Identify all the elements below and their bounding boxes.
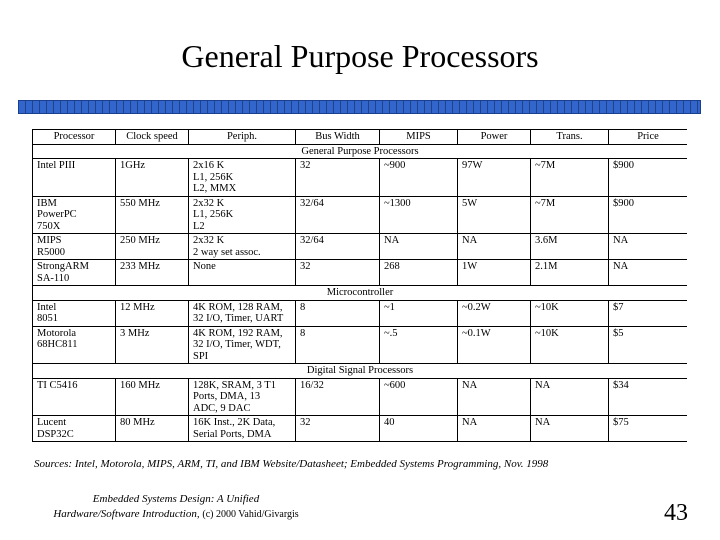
footer-line-2	[26, 507, 326, 522]
column-header: MIPS	[380, 130, 458, 145]
table-header-row	[33, 130, 688, 145]
section-header-row	[33, 286, 688, 301]
table-cell: 40	[380, 416, 458, 442]
table-cell: ~7M	[531, 159, 609, 197]
table-cell: $5	[609, 326, 688, 364]
table-cell: 16K Inst., 2K Data, Serial Ports, DMA	[189, 416, 296, 442]
table-cell: 80 MHz	[116, 416, 189, 442]
table-cell: 4K ROM, 192 RAM, 32 I/O, Timer, WDT, SPI	[189, 326, 296, 364]
table-cell: IBM PowerPC 750X	[33, 196, 116, 234]
table-cell: 1GHz	[116, 159, 189, 197]
table-cell: NA	[458, 378, 531, 416]
table-row	[33, 378, 688, 416]
table-cell: Intel PIII	[33, 159, 116, 197]
table-cell: 3 MHz	[116, 326, 189, 364]
footer-credit	[26, 492, 326, 522]
table-cell: NA	[609, 234, 688, 260]
table-body	[33, 144, 688, 442]
table-cell: 160 MHz	[116, 378, 189, 416]
table-cell: ~900	[380, 159, 458, 197]
footer-line-1: Embedded Systems Design: A Unified	[92, 493, 260, 505]
section-header-row	[33, 144, 688, 159]
column-header: Clock speed	[116, 130, 189, 145]
table-cell: $34	[609, 378, 688, 416]
sources-note: Sources: Intel, Motorola, MIPS, ARM, TI, and IBM Website/Datasheet; Embedded Systems Programming, Nov. 1998	[34, 458, 549, 470]
table-cell: 3.6M	[531, 234, 609, 260]
table-cell: ~.5	[380, 326, 458, 364]
table-cell: $7	[609, 300, 688, 326]
table-cell: Motorola 68HC811	[33, 326, 116, 364]
table-cell: ~10K	[531, 326, 609, 364]
processor-comparison-table	[32, 129, 687, 442]
table-cell: NA	[458, 416, 531, 442]
table-cell: Intel 8051	[33, 300, 116, 326]
footer-copyright: (c) 2000 Vahid/Givargis	[202, 509, 299, 520]
table-cell: None	[189, 260, 296, 286]
table-cell: 550 MHz	[116, 196, 189, 234]
slide-title: General Purpose Processors	[181, 38, 539, 74]
column-header: Price	[609, 130, 688, 145]
page-number: 43	[664, 500, 688, 526]
table-row	[33, 416, 688, 442]
table-cell: $75	[609, 416, 688, 442]
table-cell: NA	[531, 378, 609, 416]
section-header-row	[33, 364, 688, 379]
table-row	[33, 260, 688, 286]
table-cell: 32/64	[296, 234, 380, 260]
table-cell: 32	[296, 416, 380, 442]
table-cell: 2x16 K L1, 256K L2, MMX	[189, 159, 296, 197]
table-cell: 2x32 K L1, 256K L2	[189, 196, 296, 234]
table-cell: 8	[296, 326, 380, 364]
table-cell: ~10K	[531, 300, 609, 326]
table-cell: 268	[380, 260, 458, 286]
table-cell: NA	[380, 234, 458, 260]
table-cell: ~1300	[380, 196, 458, 234]
table-cell: ~0.1W	[458, 326, 531, 364]
table-cell: ~1	[380, 300, 458, 326]
table-cell: MIPS R5000	[33, 234, 116, 260]
table-cell: 233 MHz	[116, 260, 189, 286]
table-cell: 250 MHz	[116, 234, 189, 260]
section-title: General Purpose Processors	[33, 144, 688, 159]
table-cell: 16/32	[296, 378, 380, 416]
table-cell: 4K ROM, 128 RAM, 32 I/O, Timer, UART	[189, 300, 296, 326]
column-header: Power	[458, 130, 531, 145]
table-cell: $900	[609, 159, 688, 197]
table-cell: 32	[296, 159, 380, 197]
column-header: Bus Width	[296, 130, 380, 145]
column-header: Processor	[33, 130, 116, 145]
table-cell: 12 MHz	[116, 300, 189, 326]
section-title: Microcontroller	[33, 286, 688, 301]
table-cell: 2.1M	[531, 260, 609, 286]
table-cell: StrongARM SA-110	[33, 260, 116, 286]
table-cell: ~0.2W	[458, 300, 531, 326]
table-cell: 8	[296, 300, 380, 326]
column-header: Periph.	[189, 130, 296, 145]
table-cell: Lucent DSP32C	[33, 416, 116, 442]
table-cell: TI C5416	[33, 378, 116, 416]
table-cell: 1W	[458, 260, 531, 286]
table-cell: 32/64	[296, 196, 380, 234]
table-row	[33, 300, 688, 326]
table-cell: $900	[609, 196, 688, 234]
table-row	[33, 234, 688, 260]
table-cell: 32	[296, 260, 380, 286]
footer-book-subtitle: Hardware/Software Introduction,	[53, 508, 200, 520]
table-cell: NA	[609, 260, 688, 286]
table-row	[33, 159, 688, 197]
table-cell: NA	[458, 234, 531, 260]
table-cell: ~7M	[531, 196, 609, 234]
table-cell: 128K, SRAM, 3 T1 Ports, DMA, 13 ADC, 9 DAC	[189, 378, 296, 416]
table-cell: NA	[531, 416, 609, 442]
title-underline-bar	[18, 100, 701, 114]
section-title: Digital Signal Processors	[33, 364, 688, 379]
column-header: Trans.	[531, 130, 609, 145]
table-cell: 5W	[458, 196, 531, 234]
processor-table-container	[32, 129, 687, 448]
table-row	[33, 326, 688, 364]
table-cell: ~600	[380, 378, 458, 416]
table-cell: 97W	[458, 159, 531, 197]
table-cell: 2x32 K 2 way set assoc.	[189, 234, 296, 260]
table-row	[33, 196, 688, 234]
